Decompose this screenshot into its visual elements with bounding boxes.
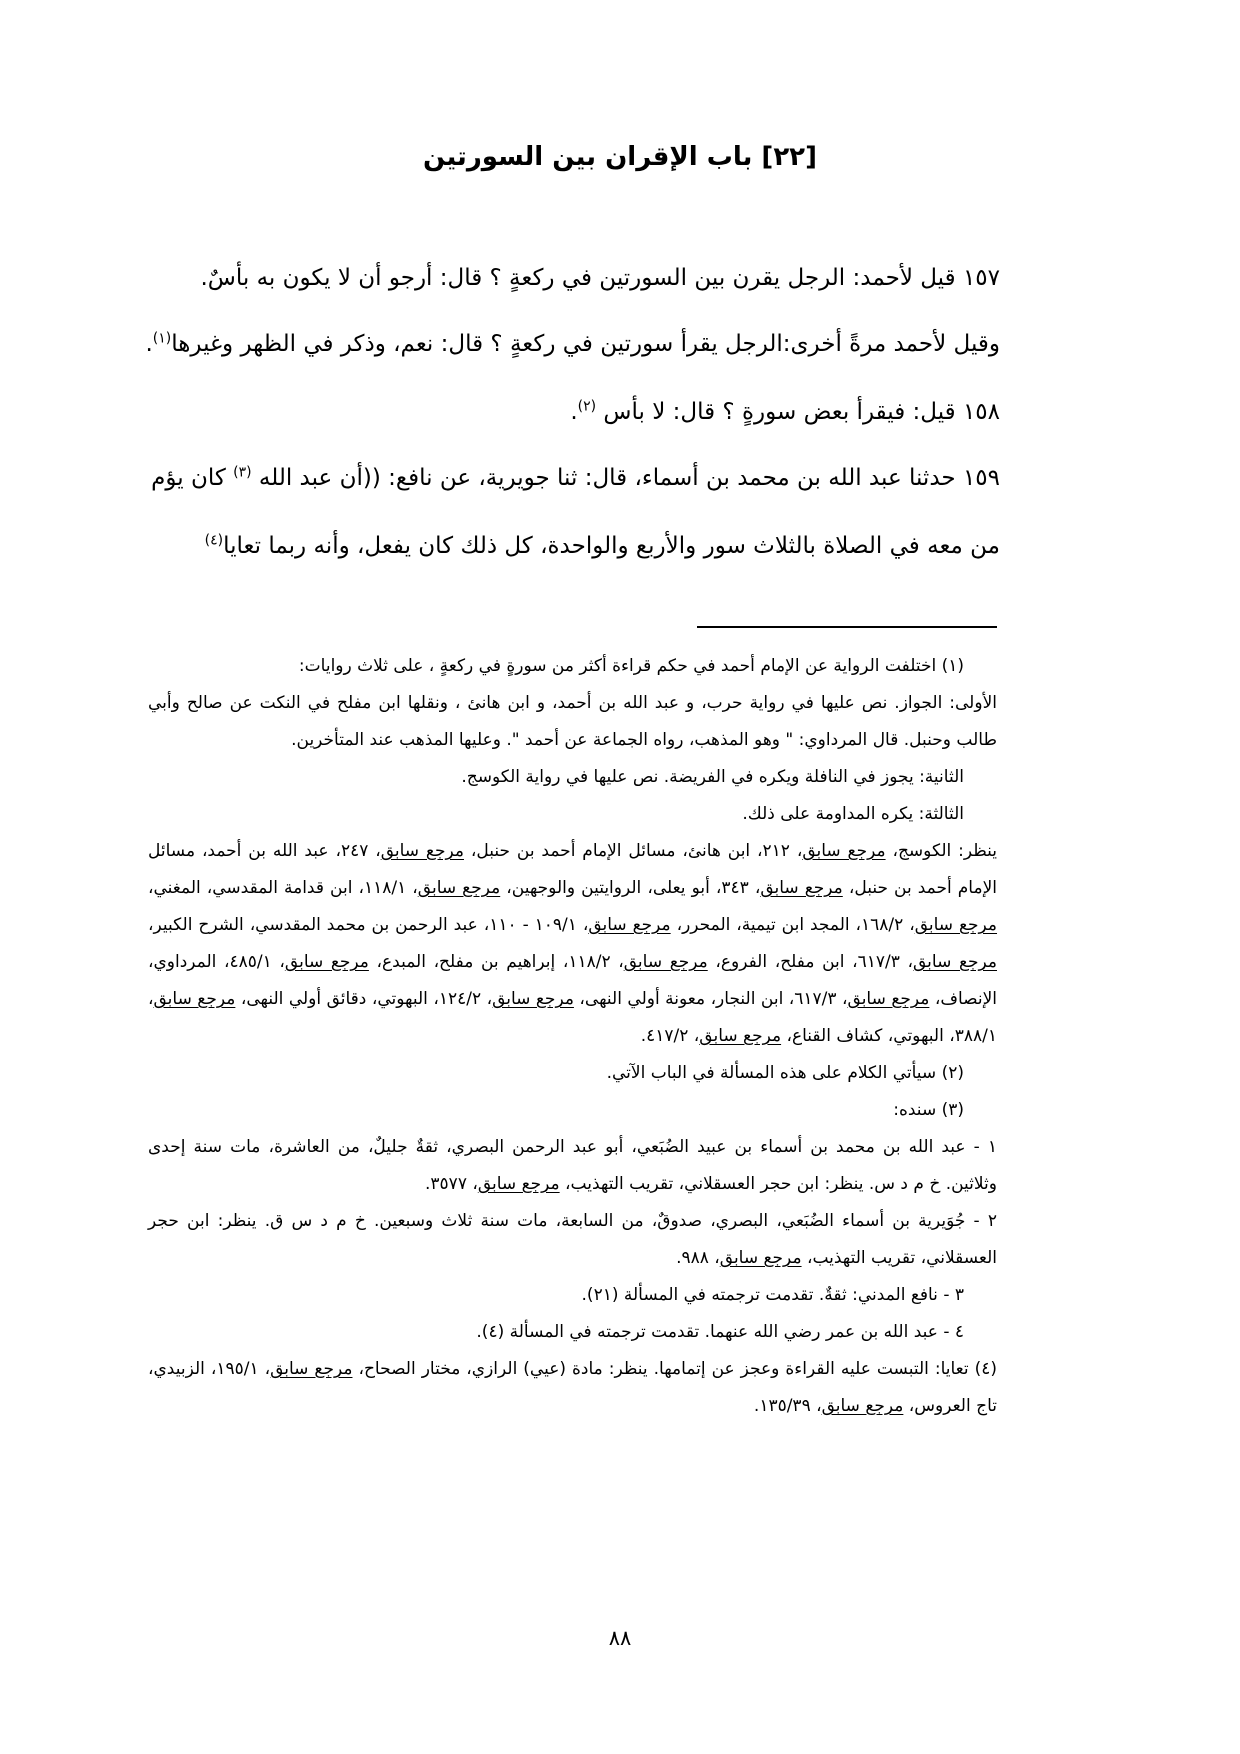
ref-text: ، ٣٨٨/١، البهوتي، كشاف القناع،: [148, 989, 997, 1046]
ref-link[interactable]: مرجع سابق: [153, 989, 236, 1009]
ref-text: ، ٦١٧/٣، ابن مفلح، الفروع،: [707, 952, 913, 972]
footnote-ref-4[interactable]: (٤): [204, 532, 224, 549]
ref-link[interactable]: مرجع سابق: [588, 915, 671, 935]
ref-text: ٢ - جُوَيرية بن أسماء الضُبَعي، البصري، صدوقٌ، من السابعة، مات سنة ثلاث وسبعين. خ م د س ق. ينظر: ابن حجر العسقلاني، تقريب التهذيب،: [148, 1211, 997, 1268]
footnote-1-refs: [148, 833, 997, 1055]
paragraph-text: كان يؤم: [151, 465, 234, 491]
paragraph-end: .: [570, 399, 578, 425]
paragraph-text: وقيل لأحمد مرةً أخرى:الرجل يقرأ سورتين في ركعةٍ ؟ قال: نعم، وذكر في الظهر وغيرها: [171, 331, 1000, 357]
ref-text: ينظر: الكوسج،: [885, 841, 998, 861]
ref-text: ، ١١٨/١، ابن قدامة المقدسي، المغني،: [148, 878, 418, 898]
ref-link[interactable]: مرجع سابق: [914, 915, 998, 935]
paragraph-157: ١٥٧ قيل لأحمد: الرجل يقرن بين السورتين في ركعةٍ ؟ قال: أرجو أن لا يكون به بأسٌ.: [200, 265, 1000, 291]
footnotes: [148, 648, 997, 1425]
ref-link[interactable]: مرجع سابق: [284, 952, 369, 972]
ref-link[interactable]: مرجع سابق: [719, 1248, 802, 1268]
footnote-3-item-1: [148, 1129, 997, 1203]
ref-text: ، ٢٤٧، عبد الله بن أحمد، مسائل الإمام أحمد بن حنبل،: [148, 841, 998, 898]
ref-text: ، ٦١٧/٣، ابن النجار، معونة أولي النهى،: [573, 989, 848, 1009]
paragraph-text: ١٥٨ قيل: فيقرأ بعض سورةٍ ؟ قال: لا بأس: [596, 399, 1000, 425]
ref-link[interactable]: مرجع سابق: [802, 841, 886, 861]
footnote-ref-3[interactable]: (٣): [233, 464, 252, 481]
ref-text: ، ١٠٩/١ - ١١٠، عبد الرحمن بن محمد المقدسي، الشرح الكبير،: [148, 915, 589, 935]
footnote-3-item-3: ٣ - نافع المدني: ثقةٌ. تقدمت ترجمته في المسألة (٢١).: [581, 1285, 964, 1305]
ref-text: ١ - عبد الله بن محمد بن أسماء بن عبيد الضُبَعي، أبو عبد الرحمن البصري، ثقةٌ جليلٌ، من العاشرة، مات سنة إحدى وثلاثين. خ م د س. ينظر: ابن حجر العسقلاني، تقريب التهذيب،: [148, 1137, 997, 1194]
ref-text: (٤) تعايا: التبست عليه القراءة وعجز عن إتمامها. ينظر: مادة (عيي) الرازي، مختار الصحاح،: [352, 1359, 998, 1379]
ref-text: ، ١٢٤/٢، البهوتي، دقائق أولي النهى،: [235, 989, 493, 1009]
page-number: ٨٨: [608, 1626, 632, 1650]
ref-text: ، ٤١٧/٢.: [640, 1026, 700, 1046]
ref-text: ، ٣٥٧٧.: [425, 1174, 478, 1194]
footnote-1-third: الثالثة: يكره المداومة على ذلك.: [742, 804, 964, 824]
paragraph-159: [151, 462, 1000, 494]
footnote-3-item-4: ٤ - عبد الله بن عمر رضي الله عنهما. تقدمت ترجمته في المسألة (٤).: [476, 1322, 964, 1342]
ref-link[interactable]: مرجع سابق: [699, 1026, 782, 1046]
ref-text: ، ١٩٥/١، الزبيدي، تاج العروس،: [148, 1359, 997, 1416]
ref-text: ، ٣٤٣، أبو يعلى، الروايتين والوجهين،: [500, 878, 761, 898]
ref-link[interactable]: مرجع سابق: [913, 952, 997, 972]
ref-link[interactable]: مرجع سابق: [492, 989, 574, 1009]
paragraph-end: .: [145, 331, 153, 357]
ref-link[interactable]: مرجع سابق: [623, 952, 708, 972]
ref-link[interactable]: مرجع سابق: [477, 1174, 560, 1194]
paragraph-157-cont: [145, 328, 1000, 360]
footnote-3-item-2: [148, 1203, 997, 1277]
ref-link[interactable]: مرجع سابق: [270, 1359, 353, 1379]
footnote-1-first: الأولى: الجواز. نص عليها في رواية حرب، و عبد الله بن أحمد، و ابن هانئ ، ونقلها ابن مفلح في النكت عن صالح وأبي طالب وحنبل. قال المرداوي: " وهو المذهب، رواه الجماعة عن أحمد ". وعليها المذهب عند المتأخرين.: [148, 693, 997, 750]
footnote-4: [148, 1351, 997, 1425]
paragraph-text: ١٥٩ حدثنا عبد الله بن محمد بن أسماء، قال: ثنا جويرية، عن نافع: ((أن عبد الله: [251, 465, 1000, 491]
paragraph-text: من معه في الصلاة بالثلاث سور والأربع والواحدة، كل ذلك كان يفعل، وأنه ربما تعايا: [223, 533, 1000, 559]
ref-text: ، ١٦٨/٢، المجد ابن تيمية، المحرر،: [670, 915, 915, 935]
footnote-ref-2[interactable]: (٢): [577, 398, 597, 415]
ref-text: ، ١١٨/٢، إبراهيم بن مفلح، المبدع،: [368, 952, 624, 972]
ref-link[interactable]: مرجع سابق: [417, 878, 501, 898]
footnote-1-second: الثانية: يجوز في النافلة ويكره في الفريضة. نص عليها في رواية الكوسج.: [461, 767, 964, 787]
ref-text: ، ١٣٥/٣٩.: [753, 1396, 822, 1416]
footnote-3-intro: (٣) سنده:: [893, 1100, 964, 1120]
footnote-separator: [697, 626, 997, 628]
ref-link[interactable]: مرجع سابق: [380, 841, 464, 861]
chapter-title: [٢٢] باب الإقران بين السورتين: [423, 142, 817, 172]
ref-link[interactable]: مرجع سابق: [847, 989, 930, 1009]
footnote-1-intro: (١) اختلفت الرواية عن الإمام أحمد في حكم قراءة أكثر من سورةٍ في ركعةٍ ، على ثلاث روايات:: [298, 656, 964, 676]
paragraph-158: [570, 396, 1000, 428]
ref-text: ، ٩٨٨.: [676, 1248, 720, 1268]
ref-text: ، ٤٨٥/١، المرداوي، الإنصاف،: [148, 952, 998, 1009]
paragraph-159-cont: [204, 530, 1000, 562]
ref-link[interactable]: مرجع سابق: [821, 1396, 904, 1416]
ref-text: ، ٢١٢، ابن هانئ، مسائل الإمام أحمد بن حنبل،: [463, 841, 803, 861]
footnote-2: (٢) سيأتي الكلام على هذه المسألة في الباب الآتي.: [606, 1063, 964, 1083]
footnote-ref-1[interactable]: (١): [152, 330, 172, 347]
ref-link[interactable]: مرجع سابق: [760, 878, 843, 898]
